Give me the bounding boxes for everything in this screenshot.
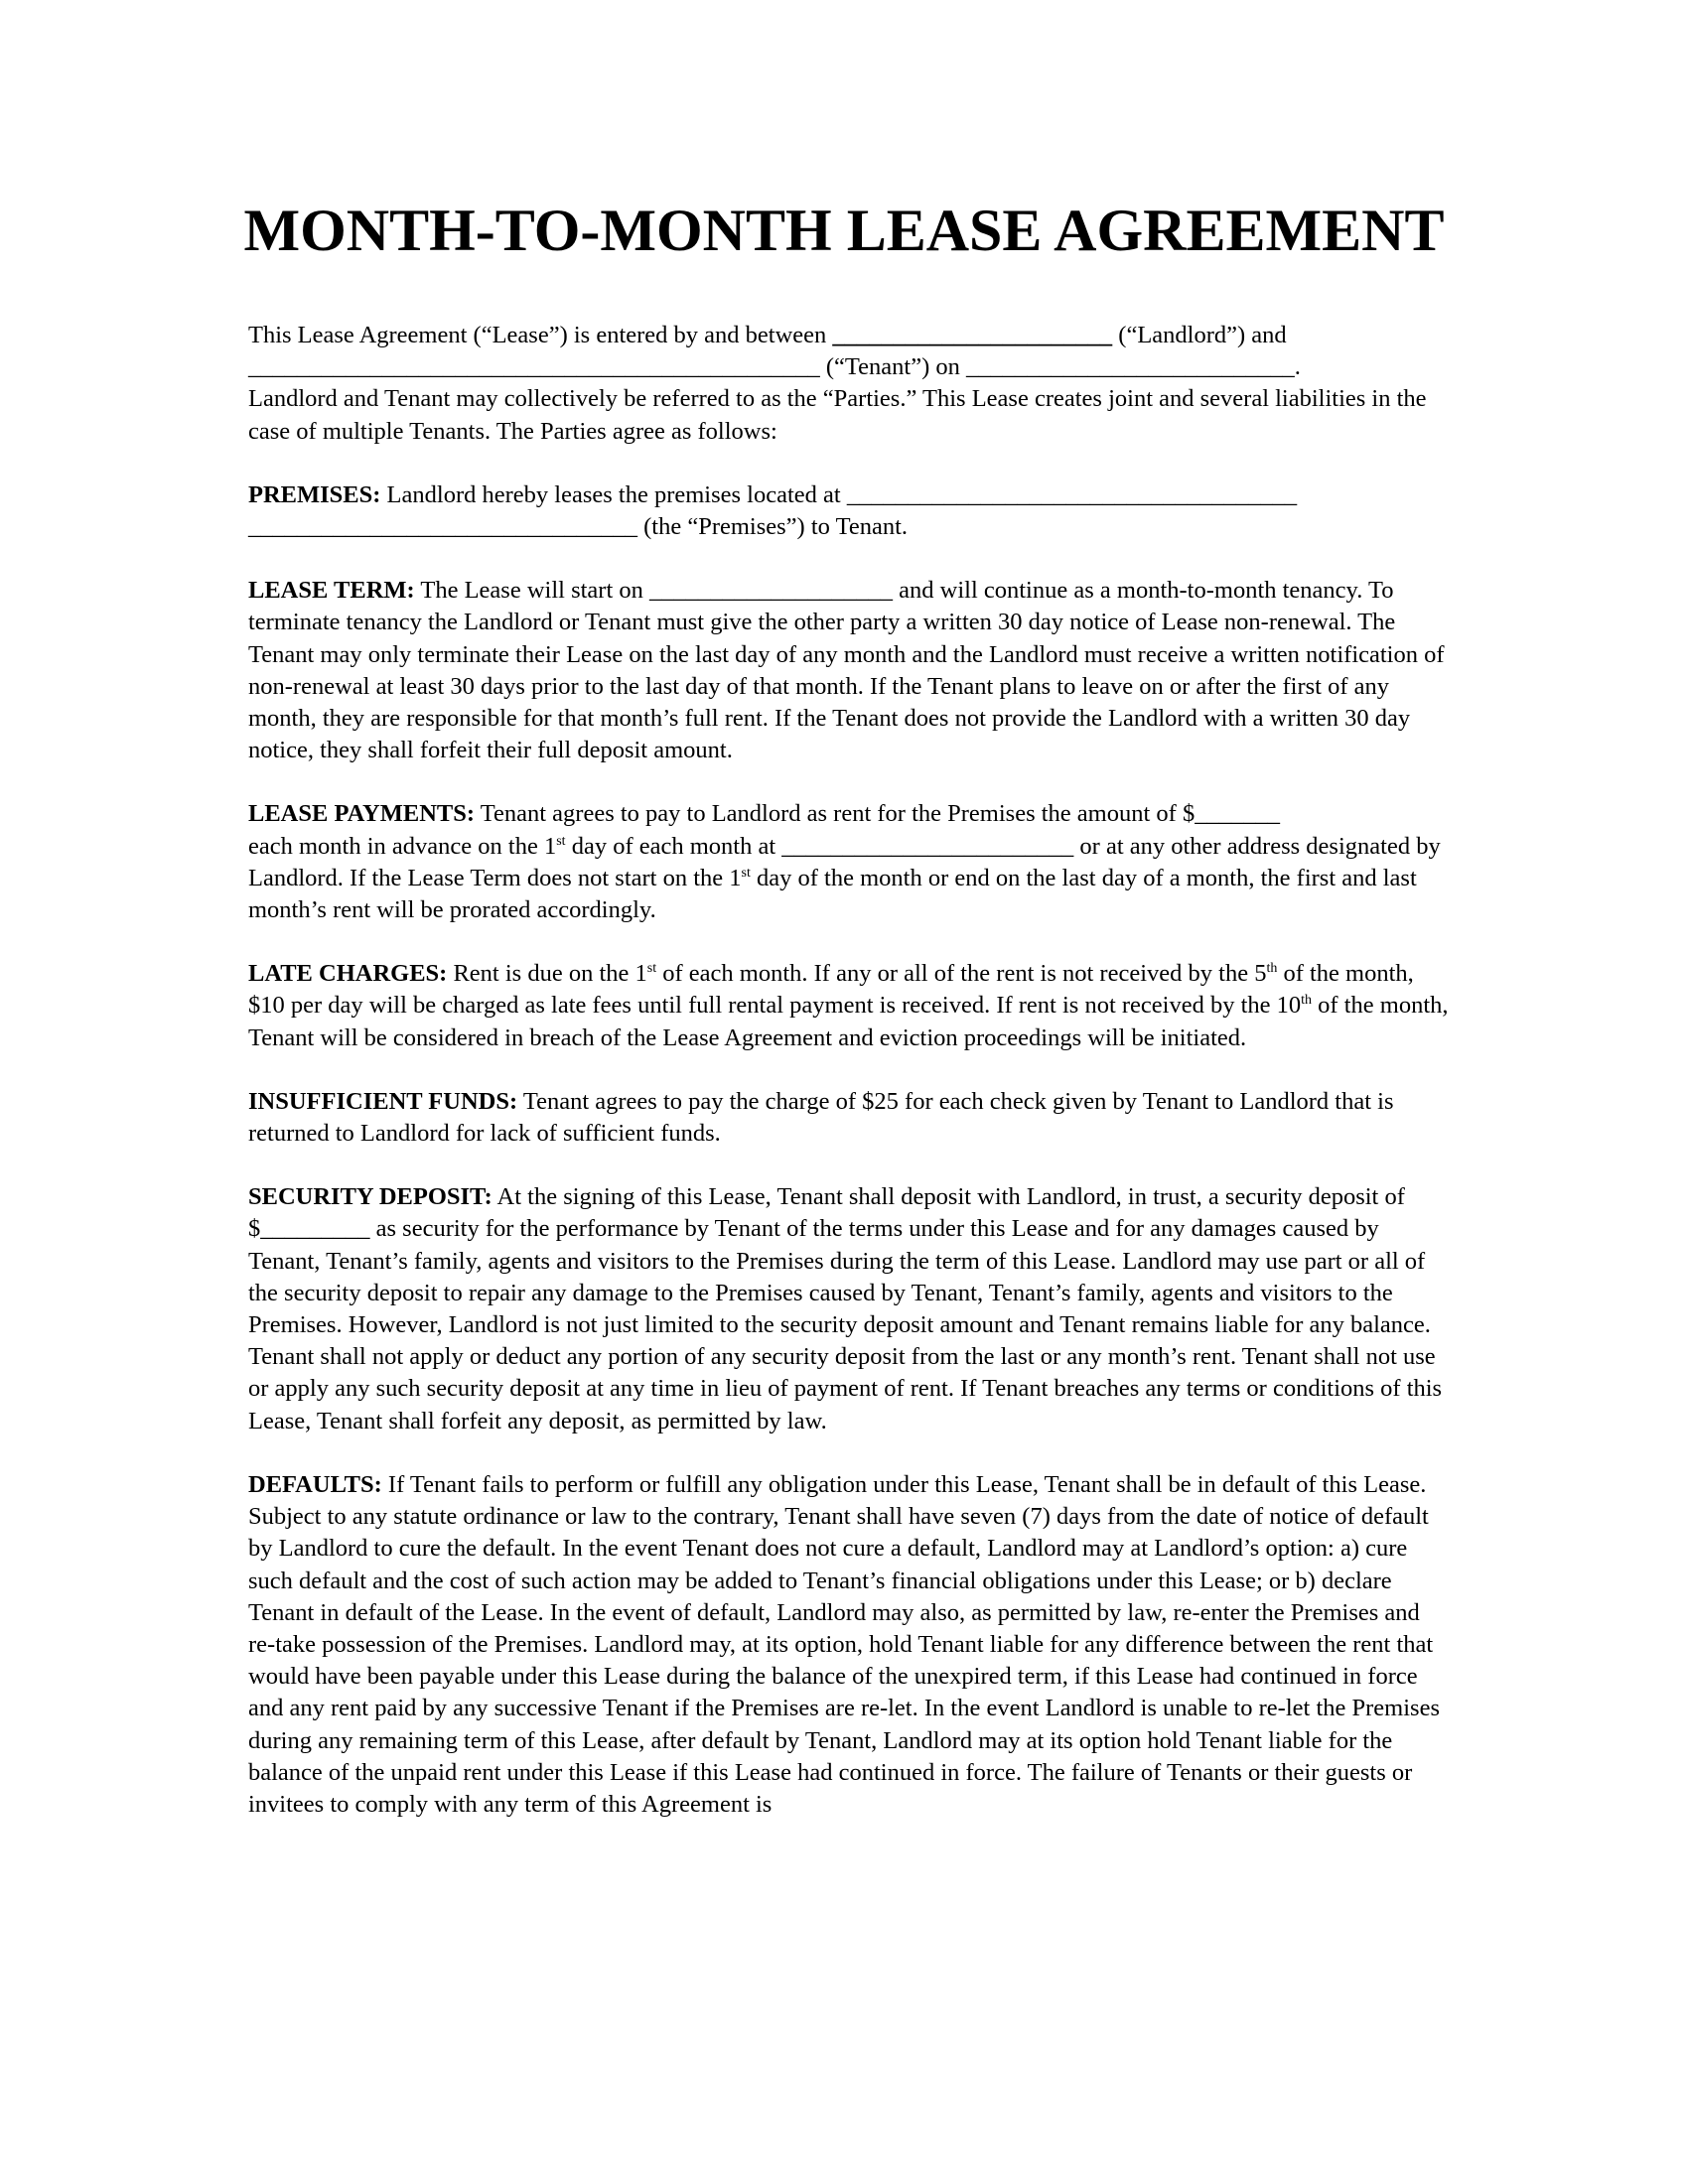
defaults-paragraph (248, 1469, 1452, 1821)
rent-amount-blank[interactable]: _______ (1195, 800, 1280, 828)
insufficient-funds-heading: INSUFFICIENT FUNDS: (248, 1087, 518, 1115)
intro-text-2: (“Landlord”) and (1112, 322, 1287, 348)
premises-text-2: (the “Premises”) to Tenant. (637, 513, 909, 541)
lease-term-text-2: and will continue as a month-to-month tenancy. To terminate tenancy the Landlord or Tenant must give the other party a written 30 day notice of Lease non-renewal. The Tenant may only terminate their Lease on the last day of any month and the Landlord must receive a written notification of non-renewal at least 30 days prior to the last day of that month. If the Tenant plans to leave on or after the first of any month, they are responsible for that month’s full rent. If the Tenant does not provide the Landlord with a written 30 day notice, they shall forfeit their full deposit amount. (248, 577, 1445, 764)
late-charges-text-1: Rent is due on the 1 (447, 960, 647, 988)
lease-payments-text-1: Tenant agrees to pay to Landlord as rent for the Premises the amount of $ (475, 800, 1196, 828)
intro-text-4: . (1294, 353, 1301, 381)
ordinal-suffix: th (1266, 961, 1278, 977)
premises-paragraph (248, 479, 1452, 543)
premises-text-1: Landlord hereby leases the premises located at (380, 480, 847, 508)
security-deposit-paragraph (248, 1181, 1452, 1437)
ordinal-suffix: st (741, 865, 751, 881)
intro-text-5: Landlord and Tenant may collectively be referred to as the “Parties.” This Lease creates joint and several liabilities in the case of multiple Tenants. The Parties agree as follows: (248, 385, 1427, 445)
security-deposit-text-2: as security for the performance by Tenant of the terms under this Lease and for any damages caused by Tenant, Tenant’s family, agents and visitors to the Premises during the term of this Lease. Landlord may use part or all of the security deposit to repair any damage to the Premises caused by Tenant, Tenant’s family, agents and visitors to the Premises. However, Landlord is not just limited to the security deposit amount and Tenant remains liable for any balance. Tenant shall not apply or deduct any portion of any security deposit from the last or any month’s rent. Tenant shall not use or apply any such security deposit at any time in lieu of payment of rent. If Tenant breaches any terms or conditions of this Lease, Tenant shall forfeit any deposit, as permitted by law. (248, 1215, 1443, 1434)
landlord-name-blank[interactable]: _______________________ (832, 322, 1113, 348)
intro-paragraph (248, 320, 1452, 448)
insufficient-funds-text: Tenant agrees to pay the charge of $25 for each check given by Tenant to Landlord that is returned to Landlord for lack of sufficient funds. (248, 1087, 1394, 1148)
document-body (248, 320, 1452, 1852)
defaults-text: If Tenant fails to perform or fulfill any obligation under this Lease, Tenant shall be in default of this Lease. Subject to any statute ordinance or law to the contrary, Tenant shall have seven (7) days from the date of notice of default by Landlord to cure the default. In the event Tenant does not cure a default, Landlord may at Landlord’s option: a) cure such default and the cost of such action may be added to Tenant’s financial obligations under this Lease; or b) declare Tenant in default of the Lease. In the event of default, Landlord may also, as permitted by law, re-enter the Premises and re-take possession of the Premises. Landlord may, at its option, hold Tenant liable for any difference between the rent that would have been payable under this Lease during the balance of the unexpired term, if this Lease had continued in force and any rent paid by any successive Tenant if the Premises are re-let. In the event Landlord is unable to re-let the Premises during any remaining term of this Lease, after default by Tenant, Landlord may at its option hold Tenant liable for the balance of the unpaid rent under this Lease if this Lease had continued in force. The failure of Tenants or their guests or invitees to comply with any term of this Agreement is (248, 1470, 1440, 1818)
lease-payments-text-5: day of the month or end on the last day of a month, the first and last month’s rent will be prorated accordingly. (248, 864, 1417, 924)
lease-payments-text-2: each month in advance on the 1 (248, 832, 557, 860)
lease-payments-paragraph (248, 798, 1452, 926)
lease-term-heading: LEASE TERM: (248, 577, 415, 605)
late-charges-text-2: of each month. If any or all of the rent is not received by the 5 (656, 960, 1267, 988)
ordinal-suffix: st (646, 961, 657, 977)
insufficient-funds-paragraph (248, 1086, 1452, 1150)
ordinal-suffix: st (556, 833, 566, 849)
lease-term-text-1: The Lease will start on (414, 577, 650, 605)
security-deposit-heading: SECURITY DEPOSIT: (248, 1183, 492, 1211)
ordinal-suffix: th (1301, 993, 1313, 1009)
late-charges-text-3: of the month, $10 per day will be charged as late fees until full rental payment is received. If rent is not received by the 10 (248, 960, 1414, 1020)
lease-payments-text-4: or at any other address designated by Landlord. If the Lease Term does not start on the 1 (248, 832, 1441, 891)
deposit-amount-blank[interactable]: _________ (260, 1215, 370, 1243)
defaults-heading: DEFAULTS: (248, 1470, 382, 1498)
premises-address-blank-2[interactable]: ________________________________ (248, 513, 637, 541)
agreement-date-blank[interactable]: ___________________________ (966, 353, 1295, 381)
intro-text-1: This Lease Agreement (“Lease”) is entered by and between (248, 322, 833, 348)
lease-term-paragraph (248, 575, 1452, 766)
lease-start-date-blank[interactable]: ____________________ (649, 577, 894, 605)
premises-heading: PREMISES: (248, 480, 381, 508)
security-deposit-text-1: At the signing of this Lease, Tenant shall deposit with Landlord, in trust, a security deposit of $ (248, 1183, 1405, 1243)
late-charges-paragraph (248, 958, 1452, 1054)
premises-address-blank-1[interactable]: _____________________________________ (846, 480, 1298, 508)
payment-location-blank[interactable]: ________________________ (781, 832, 1074, 860)
lease-payments-text-3: day of each month at (565, 832, 782, 860)
lease-payments-heading: LEASE PAYMENTS: (248, 800, 476, 828)
late-charges-text-4: of the month, Tenant will be considered in breach of the Lease Agreement and eviction proceedings will be initiated. (248, 992, 1449, 1051)
tenant-name-blank[interactable]: _______________________________________________ (248, 353, 820, 381)
late-charges-heading: LATE CHARGES: (248, 960, 448, 988)
document-title: MONTH-TO-MONTH LEASE AGREEMENT (243, 198, 1445, 263)
intro-text-3: (“Tenant”) on (819, 353, 967, 381)
